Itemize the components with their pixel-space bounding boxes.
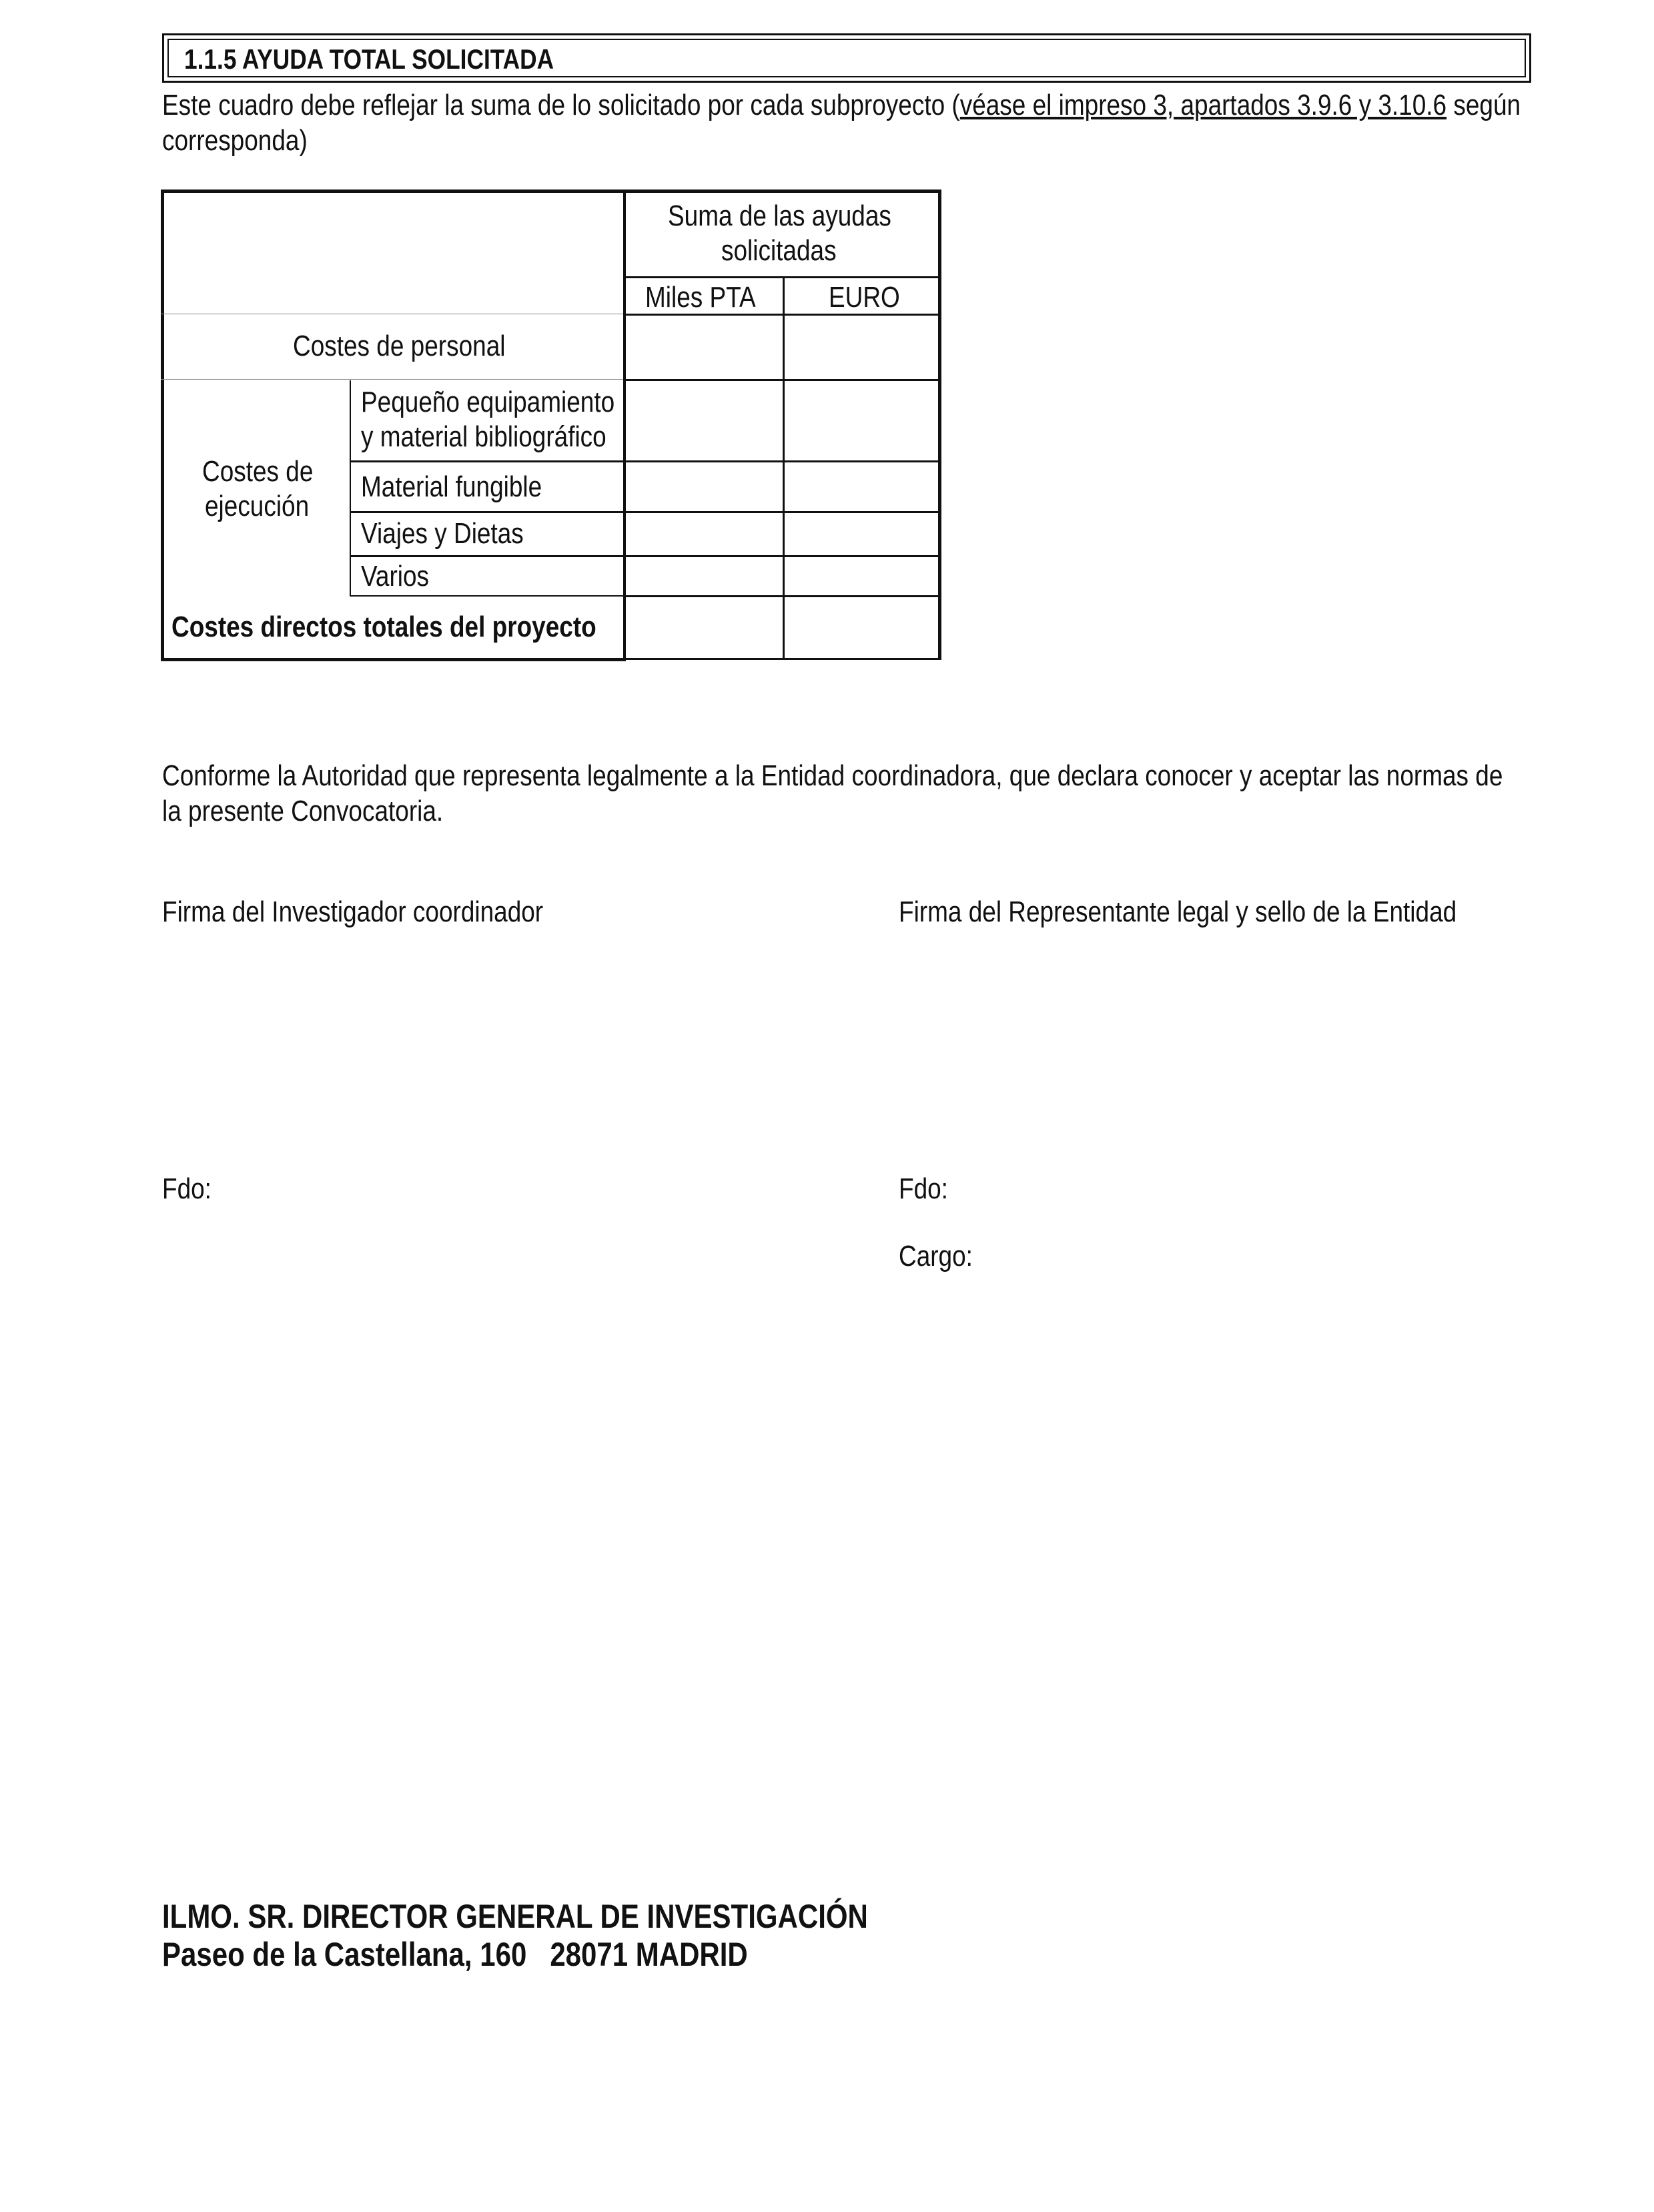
- footer-addressee: ILMO. SR. DIRECTOR GENERAL DE INVESTIGACIÓN: [162, 1898, 868, 1935]
- header-col-euro: EURO: [829, 281, 900, 314]
- header-group-label: Suma de las ayudas: [668, 200, 891, 232]
- row-label-viajes: Viajes y Dietas: [361, 517, 524, 550]
- group-label-ejecucion-line2: ejecución: [205, 490, 310, 522]
- table-left-border: [161, 190, 164, 661]
- cell-fungible-pta[interactable]: [626, 462, 783, 511]
- cell-viajes-euro[interactable]: [785, 513, 938, 555]
- signature-label-investigador: Firma del Investigador coordinador: [162, 895, 544, 928]
- cell-fungible-euro[interactable]: [785, 462, 938, 511]
- table-bottom-border-left: [161, 658, 626, 661]
- section-title: 1.1.5 AYUDA TOTAL SOLICITADA: [184, 43, 554, 75]
- cell-varios-euro[interactable]: [785, 557, 938, 595]
- row-label-fungible: Material fungible: [361, 470, 542, 503]
- cell-personal-euro[interactable]: [785, 316, 938, 379]
- row-label-total: Costes directos totales del proyecto: [171, 611, 596, 643]
- declaration-line-2: la presente Convocatoria.: [162, 795, 444, 827]
- table-row-varios-bottom-left: [350, 595, 626, 597]
- row-label-equipamiento: Pequeño equipamiento: [361, 386, 615, 418]
- cell-equipamiento-pta[interactable]: [626, 381, 783, 460]
- cell-varios-pta[interactable]: [626, 557, 783, 595]
- row-label-varios: Varios: [361, 560, 430, 593]
- table-right-border: [938, 190, 941, 660]
- cell-total-pta[interactable]: [626, 597, 783, 658]
- cargo-right: Cargo:: [899, 1240, 973, 1272]
- footer-address: Paseo de la Castellana, 160 28071 MADRID: [162, 1936, 748, 1973]
- section-title-box: [162, 33, 1531, 83]
- signature-label-representante: Firma del Representante legal y sello de la Entidad: [899, 895, 1457, 928]
- fdo-left: Fdo:: [162, 1172, 212, 1205]
- intro-prefix: Este cuadro debe reflejar la suma de lo solicitado por cada subproyecto (: [162, 89, 960, 121]
- intro-reference-link[interactable]: véase el impreso 3, apartados 3.9.6 y 3.10.6: [959, 89, 1447, 121]
- row-label-equipamiento-line2: y material bibliográfico: [361, 420, 606, 453]
- intro-line-1: [162, 87, 1521, 124]
- table-top-border: [161, 190, 941, 193]
- header-col-pta: Miles PTA: [645, 281, 756, 314]
- group-label-ejecucion: Costes de: [202, 455, 314, 488]
- header-group-label-line2: solicitadas: [721, 234, 837, 267]
- cost-table: [161, 190, 941, 661]
- intro-suffix: según: [1446, 89, 1521, 121]
- cell-total-euro[interactable]: [785, 597, 938, 658]
- cell-equipamiento-euro[interactable]: [785, 381, 938, 460]
- row-label-personal: Costes de personal: [293, 330, 506, 362]
- declaration-line-1: Conforme la Autoridad que representa legalmente a la Entidad coordinadora, que declara conocer y aceptar las normas de: [162, 759, 1503, 792]
- table-row-personal-bottom-left: [161, 379, 626, 380]
- table-header-divider: [623, 276, 941, 278]
- table-col-divider-ejecucion: [350, 380, 351, 597]
- cell-viajes-pta[interactable]: [626, 513, 783, 555]
- cell-personal-pta[interactable]: [626, 316, 783, 379]
- intro-line-2: corresponda): [162, 124, 308, 157]
- fdo-right: Fdo:: [899, 1172, 948, 1205]
